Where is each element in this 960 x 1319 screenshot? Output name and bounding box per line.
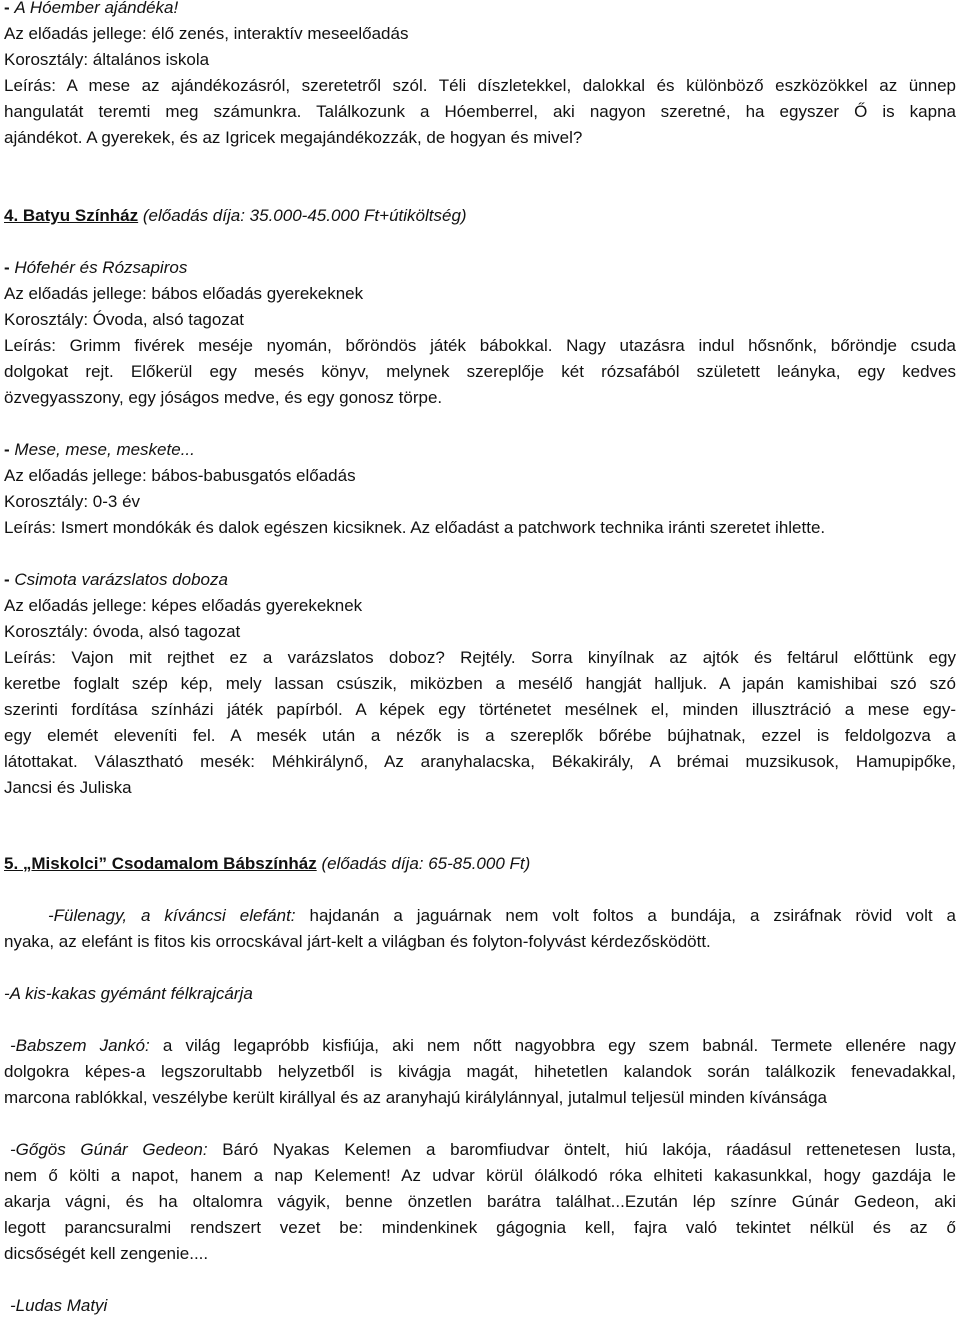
show-desc-line: dicsőségét kell zengenie.... <box>4 1244 209 1263</box>
show-desc-line: hangulatát teremti meg számunkra. Találkozunk a Hóemberrel, aki nagyon szeretné, ha egyszer Ő is kapna <box>4 102 956 121</box>
show-desc-line: ajándékot. A gyerekek, és az Igricek megajándékozzák, de hogyan és mivel? <box>4 128 583 147</box>
section-heading-csodamalom: 5. „Miskolci” Csodamalom Bábszínház (előadás díja: 65-85.000 Ft) <box>4 854 531 873</box>
show-desc-line: akarja vágni, és ha oltalomra vágyik, benne önzetlen barátra találhat...Ezután lép színre Gúnár Gedeon, aki <box>4 1192 956 1211</box>
show-desc-line: özvegyasszony, egy jóságos medve, és egy gonosz törpe. <box>4 388 443 407</box>
show-type-line: Az előadás jellege: bábos-babusgatós előadás <box>4 466 356 485</box>
show-age-line: Korosztály: óvoda, alsó tagozat <box>4 622 241 641</box>
show-title-mese: - Mese, mese, meskete... <box>4 440 195 459</box>
show-desc-line: dolgokra képes-a legszorultabb helyzetből is kivágja magát, hihetetlen kalandok során találkozik fenevadakkal, <box>4 1062 956 1081</box>
show-desc-line: Leírás: A mese az ajándékozásról, szeretetről szól. Téli díszletekkel, dalokkal és különböző eszközökkel az ünnep <box>4 76 956 95</box>
show-desc-line: marcona rablókkal, veszélybe került királlyal és az aranyhajú királylánnyal, jutalmul teljesül minden kívánsága <box>4 1088 828 1107</box>
show-type-line: Az előadás jellege: élő zenés, interaktív meseelőadás <box>4 24 409 43</box>
show-title-hofeher: - Hófehér és Rózsapiros <box>4 258 188 277</box>
show-age-line: Korosztály: 0-3 év <box>4 492 141 511</box>
show-fulenagy: -Fülenagy, a kíváncsi elefánt: hajdanán a jaguárnak nem volt foltos a bundája, a zsiráfnak rövid volt a <box>48 906 956 925</box>
show-desc-line: dolgokat rejt. Előkerül egy mesés könyv, melynek szereplője két rózsafából született leányka, egy kedves <box>4 362 956 381</box>
show-desc-line: nem ő költi a napot, hanem a nap Kelement! Az udvar körül ólálkodó róka elhiteti kakasunkkal, hogy gazdája le <box>4 1166 956 1185</box>
show-type-line: Az előadás jellege: bábos előadás gyerekeknek <box>4 284 364 303</box>
show-desc-line: legott parancsuralmi rendszert vezet be: mindenkinek gágognia kell, fajra való tekintet nélkül és az ő <box>4 1218 956 1237</box>
show-desc-line: Jancsi és Juliska <box>4 778 132 797</box>
show-age-line: Korosztály: általános iskola <box>4 50 210 69</box>
show-title-kiskakas: -A kis-kakas gyémánt félkrajcárja <box>4 984 253 1003</box>
show-age-line: Korosztály: Óvoda, alsó tagozat <box>4 310 245 329</box>
show-desc-line: nyaka, az elefánt is fitos kis orrocskával járt-kelt a világban és folyton-folyvást kérdezősködött. <box>4 932 711 951</box>
show-title-csimota: - Csimota varázslatos doboza <box>4 570 228 589</box>
show-babszem: -Babszem Jankó: a világ legapróbb kisfiúja, aki nem nőtt nagyobbra egy szem babnál. Termete ellenére nagy <box>10 1036 956 1055</box>
show-desc-line: Leírás: Vajon mit rejthet ez a varázslatos doboz? Rejtély. Sorra kinyílnak az ajtók és feltárul előttünk egy <box>4 648 956 667</box>
show-title-ludas-matyi: -Ludas Matyi <box>10 1296 108 1315</box>
show-type-line: Az előadás jellege: képes előadás gyerekeknek <box>4 596 363 615</box>
show-desc-line: látottakat. Választható mesék: Méhkirálynő, Az aranyhalacska, Békakirály, A brémai muzsikusok, Hamupipőke, <box>4 752 956 771</box>
show-desc-line: keretbe foglalt szép kép, mely lassan csúszik, miközben a mesélő hangját halljuk. A japán kamishibai szó szó <box>4 674 956 693</box>
show-desc-line: egy elemét eleveníti fel. A mesék után a nézők is a szereplők bőrébe bújhatnak, ezzel is feldolgozva a <box>4 726 956 745</box>
show-desc-line: szerinti fordítása színházi játék papírból. A képek egy történetet mesélnek el, minden illusztráció a mese egy- <box>4 700 956 719</box>
show-desc-line: Leírás: Grimm fivérek meséje nyomán, bőröndös játék bábokkal. Nagy utazásra indul hősnőnk, bőröndje csuda <box>4 336 956 355</box>
show-gogos: -Gőgös Gúnár Gedeon: Báró Nyakas Kelemen a baromfiudvar öntelt, hiú lakója, ráadásul rettenetesen lusta, <box>10 1140 956 1159</box>
show-desc-line: Leírás: Ismert mondókák és dalok egészen kicsiknek. Az előadást a patchwork technika iránti szeretet ihlette. <box>4 518 826 537</box>
section-heading-batyu: 4. Batyu Színház (előadás díja: 35.000-45.000 Ft+útiköltség) <box>4 206 467 225</box>
show-title-hoember: - A Hóember ajándéka! <box>4 0 179 17</box>
